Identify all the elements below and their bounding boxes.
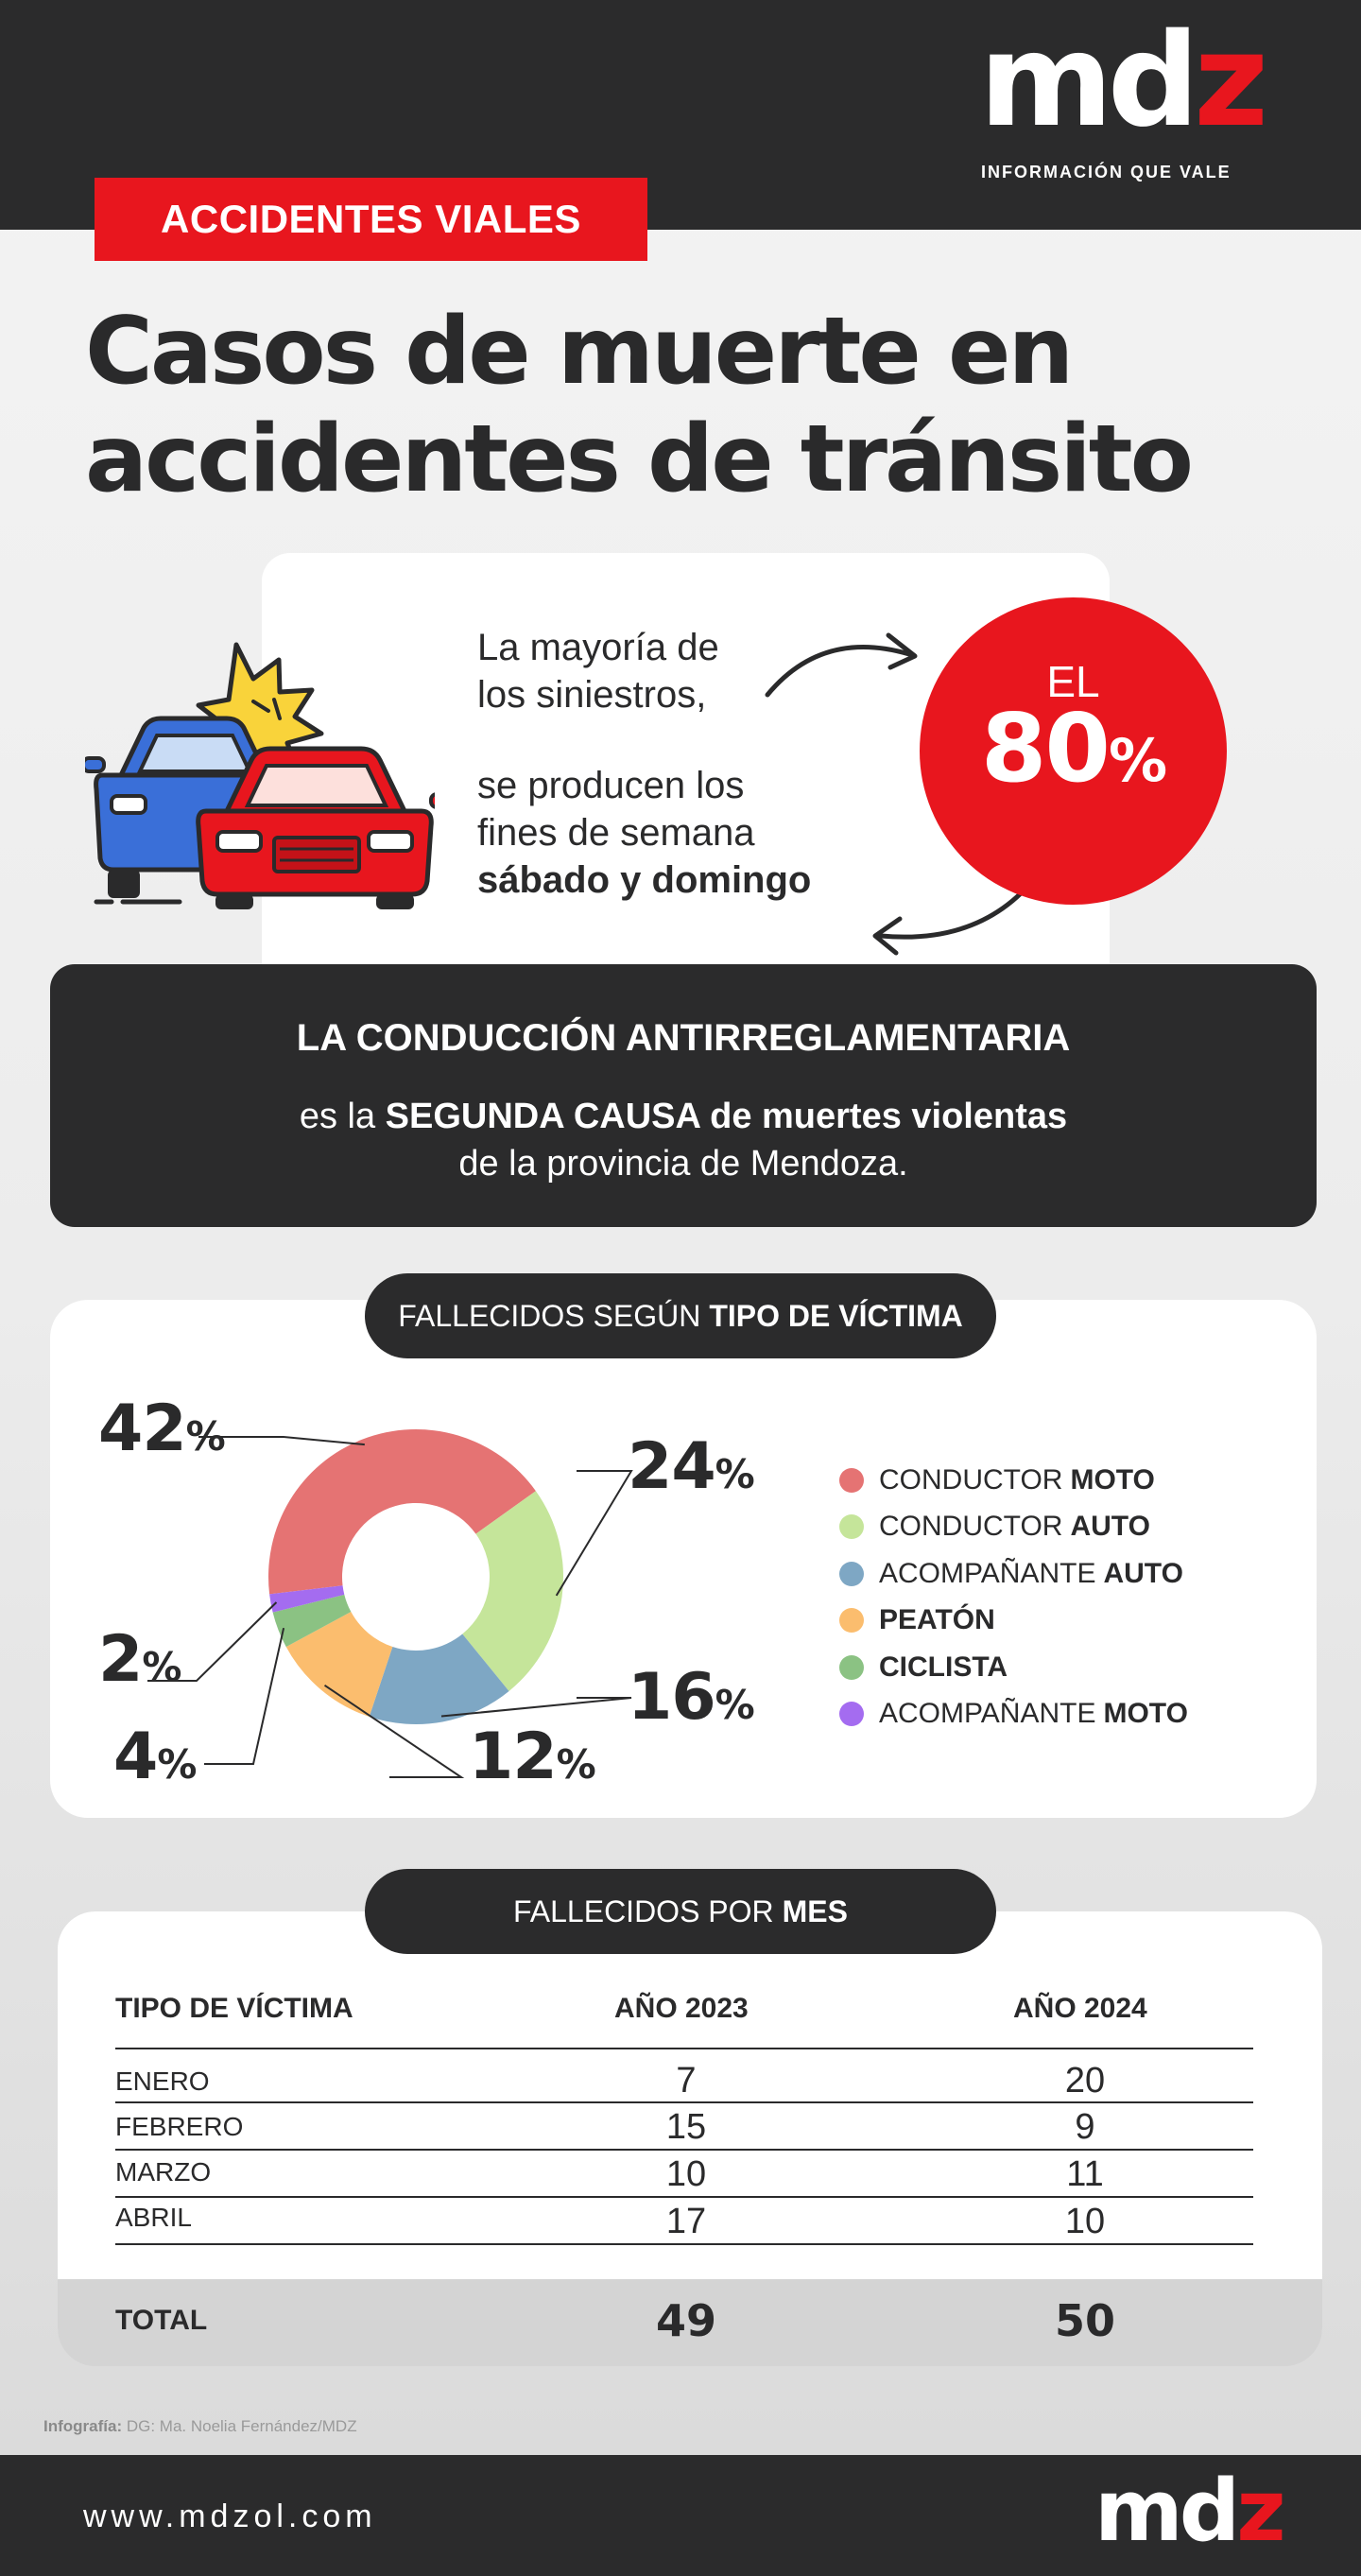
label-conductor-auto: 24% (628, 1429, 754, 1504)
label-acompanante-auto: 16% (628, 1660, 754, 1735)
table-cell-2023: 15 (665, 2107, 707, 2147)
legend-item-conductor-auto: CONDUCTOR AUTO (839, 1511, 1150, 1543)
weekend-text-2: los siniestros, (477, 674, 707, 716)
legend-dot (839, 1702, 864, 1726)
label-acompanante-moto: 2% (98, 1622, 181, 1697)
weekend-text-5: sábado y domingo (477, 859, 812, 901)
title-line-1: Casos de muerte en (85, 298, 1072, 406)
cause-line-2: es la SEGUNDA CAUSA de muertes violentas (299, 1097, 1068, 1136)
mdz-footer-logo[interactable]: mdz (1094, 2462, 1283, 2561)
column-header-2024: AÑO 2024 (1013, 1993, 1147, 2024)
legend-item-acompanante-auto: ACOMPAÑANTE AUTO (839, 1558, 1183, 1590)
table-cell-2024: 20 (1064, 2061, 1106, 2101)
section-tag: ACCIDENTES VIALES (95, 178, 647, 261)
legend-item-acompanante-moto: ACOMPAÑANTE MOTO (839, 1698, 1188, 1730)
month-table-title: FALLECIDOS POR MES (365, 1869, 996, 1954)
weekend-text-3: se producen los (477, 765, 745, 806)
column-header-victim: TIPO DE VÍCTIMA (115, 1993, 353, 2024)
table-cell-2024: 9 (1075, 2107, 1095, 2147)
table-row-label: ABRIL (115, 2203, 192, 2232)
table-row-label: ENERO (115, 2066, 210, 2096)
table-divider (115, 2243, 1253, 2245)
site-url-link[interactable]: www.mdzol.com (83, 2498, 377, 2534)
legend-item-conductor-moto: CONDUCTOR MOTO (839, 1464, 1155, 1496)
cause-line-3: de la provincia de Mendoza. (458, 1144, 908, 1184)
table-cell-2023: 7 (676, 2061, 697, 2101)
legend-dot (839, 1468, 864, 1493)
cause-title: LA CONDUCCIÓN ANTIRREGLAMENTARIA (296, 1017, 1071, 1059)
column-header-2023: AÑO 2023 (614, 1993, 749, 2024)
leader-line (557, 1471, 631, 1596)
table-divider (115, 2048, 1253, 2049)
table-row-label: MARZO (115, 2157, 212, 2187)
legend-dot (839, 1608, 864, 1633)
leader-line (204, 1628, 284, 1764)
badge-label: EL (1046, 657, 1100, 706)
table-divider (115, 2101, 1253, 2103)
table-cell-2024: 10 (1064, 2202, 1106, 2241)
legend-item-ciclista: CICLISTA (839, 1651, 1008, 1684)
table-row-label: FEBRERO (115, 2112, 244, 2141)
legend-item-peaton: PEATÓN (839, 1604, 995, 1636)
total-2023: 49 (655, 2295, 716, 2346)
weekend-text-1: La mayoría de (477, 627, 719, 668)
total-2024: 50 (1054, 2295, 1115, 2346)
table-cell-2023: 17 (665, 2202, 707, 2241)
label-peaton: 12% (469, 1720, 595, 1794)
total-label: TOTAL (115, 2305, 208, 2336)
badge-value: 80% (980, 693, 1166, 804)
weekend-text-4: fines de semana (477, 812, 755, 854)
legend-dot (839, 1514, 864, 1539)
table-divider (115, 2196, 1253, 2198)
mdz-logo[interactable]: mdz (979, 7, 1264, 156)
credit-line: Infografía: DG: Ma. Noelia Fernández/MDZ (43, 2417, 357, 2435)
victim-type-title: FALLECIDOS SEGÚN TIPO DE VÍCTIMA (365, 1273, 996, 1358)
legend-dot (839, 1562, 864, 1586)
legend-dot (839, 1655, 864, 1680)
table-cell-2023: 10 (665, 2154, 707, 2194)
label-conductor-moto: 42% (98, 1392, 225, 1466)
label-ciclista: 4% (113, 1720, 197, 1794)
table-cell-2024: 11 (1066, 2154, 1104, 2194)
logo-tagline: INFORMACIÓN QUE VALE (981, 163, 1232, 182)
table-divider (115, 2149, 1253, 2151)
title-line-2: accidentes de tránsito (85, 406, 1191, 513)
